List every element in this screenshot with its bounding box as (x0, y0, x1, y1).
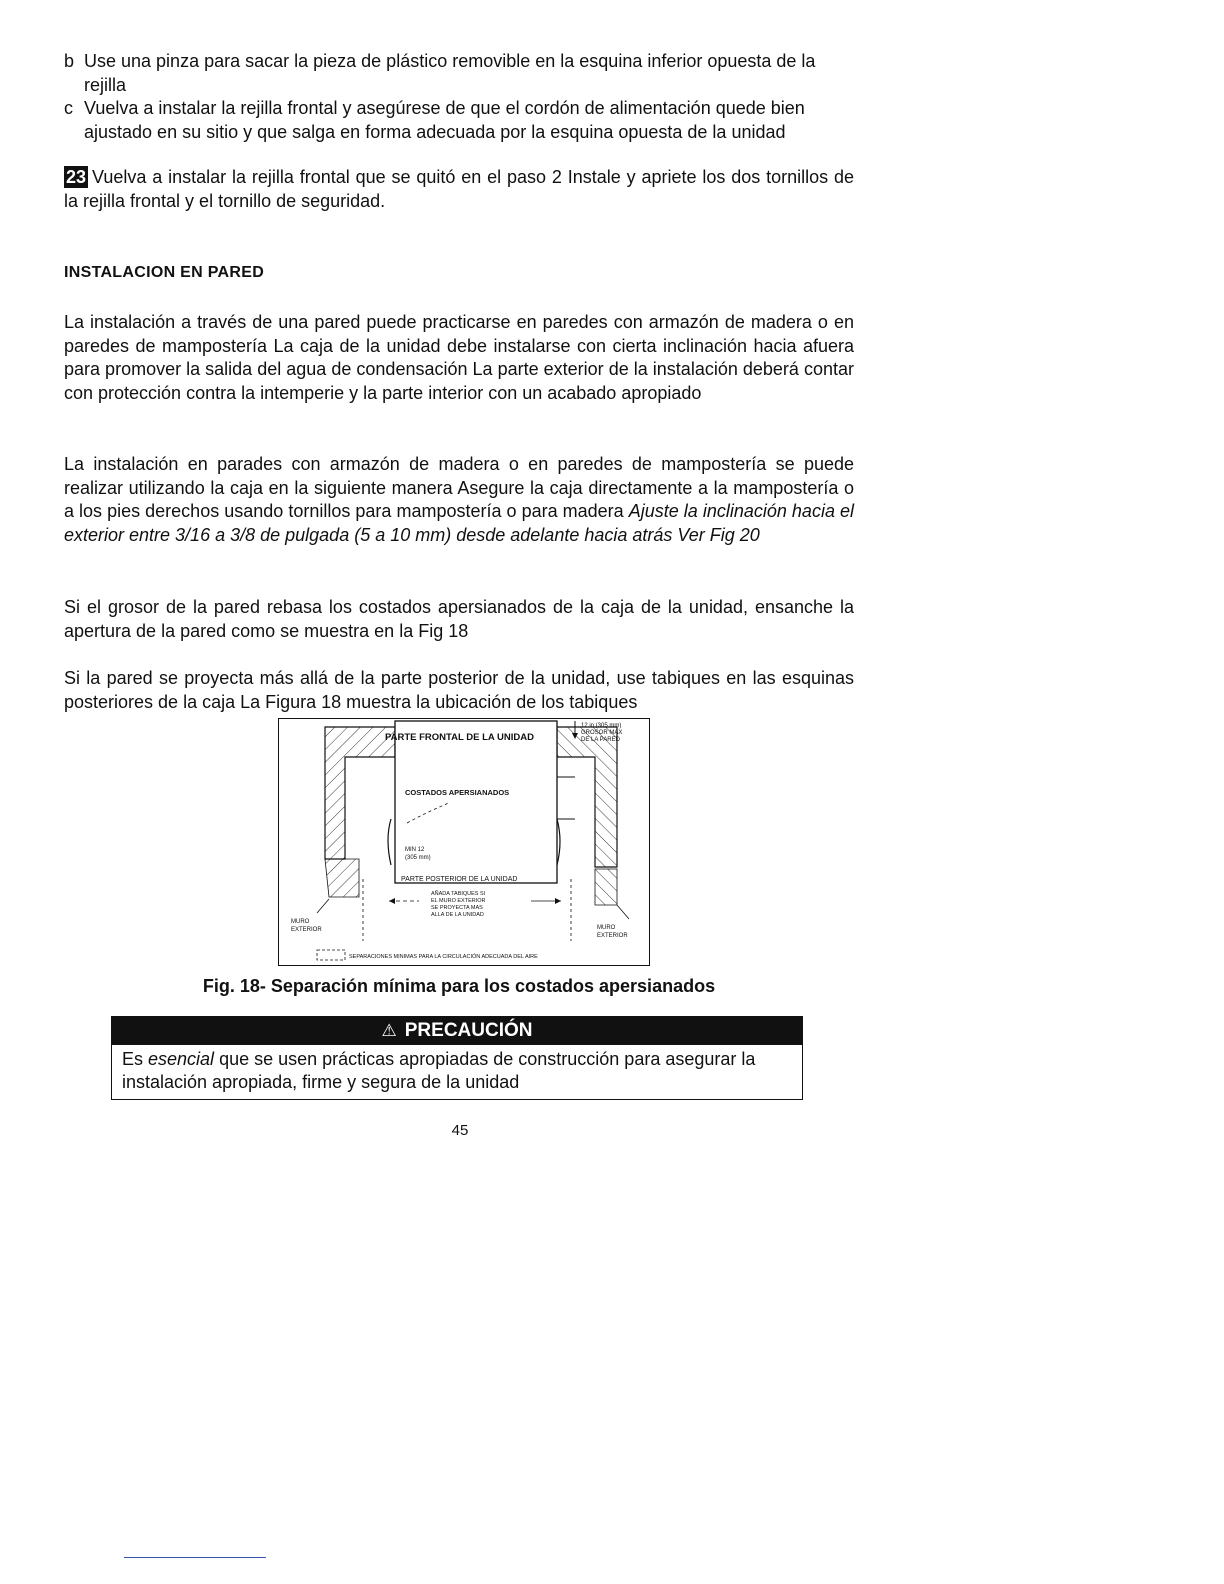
step-23 (64, 166, 854, 213)
paragraph-2-italic: Ajuste la inclinación hacia el exterior entre 3/16 a 3/8 de pulgada (5 a 10 mm) desde adelante hacia atrás Ver Fig 20 (64, 501, 854, 545)
list-item-c (64, 97, 854, 144)
thickness-label-3: DE LA PARED (581, 737, 620, 743)
caution-box (111, 1016, 803, 1100)
list-marker: c (64, 98, 73, 118)
baffle-label-4: ALLA DE LA UNIDAD (431, 912, 484, 918)
paragraph-2-text: La instalación en parades con armazón de madera o en paredes de mampostería se puede realizar utilizando la caja en la siguiente manera Asegure la caja directamente a la mampostería o a los pies derechos usando tornillos para mampostería o para madera (64, 454, 854, 521)
figure-18 (278, 718, 650, 966)
legend-swatch (317, 950, 345, 960)
louvers-label: COSTADOS APERSIANADOS (405, 788, 510, 797)
list-item-text: Vuelva a instalar la rejilla frontal y asegúrese de que el cordón de alimentación quede bien ajustado en su sitio y que salga en forma adecuada por la esquina opuesta de la unidad (84, 98, 805, 142)
min-label-2: (305 mm) (405, 855, 431, 861)
footnote-rule (124, 1557, 266, 1558)
warning-triangle-icon: ⚠ (381, 1021, 397, 1040)
list-item-b (64, 50, 854, 97)
left-baffle (325, 859, 359, 897)
caution-text-before: Es (122, 1049, 149, 1069)
step-text: Vuelva a instalar la rejilla frontal que se quitó en el paso 2 Instale y apriete los dos tornillos de la rejilla frontal y el tornillo de seguridad. (64, 167, 854, 211)
right-wall (557, 727, 617, 867)
page-number: 45 (451, 1122, 469, 1139)
thickness-label-1: 12 in (305 mm) (581, 723, 622, 729)
section-heading: INSTALACION EN PARED (64, 264, 265, 281)
list-marker: b (64, 51, 75, 71)
caution-text-after: que se usen prácticas apropiadas de construcción para asegurar la instalación apropiada, firme y segura de la unidad (122, 1049, 756, 1092)
caution-body (112, 1045, 802, 1094)
wall-right-label-1: MURO (597, 925, 616, 931)
paragraph-2 (64, 453, 854, 547)
wall-left-label-2: EXTERIOR (291, 927, 322, 933)
left-wall (325, 727, 395, 859)
right-baffle (595, 869, 617, 905)
baffle-label-3: SE PROYECTA MAS (431, 905, 483, 911)
paragraph-3: Si el grosor de la pared rebasa los costados apersianados de la caja de la unidad, ensanche la apertura de la pared como se muestra en la Fig 18 (64, 597, 854, 641)
thickness-label-2: GROSOR MAX (581, 730, 623, 736)
baffle-label-1: AÑADA TABIQUES SI (431, 891, 486, 897)
step-number-badge: 23 (66, 167, 87, 187)
paragraph-1: La instalación a través de una pared puede practicarse en paredes con armazón de madera o en paredes de mampostería La caja de la unidad debe instalarse con cierta inclinación hacia afuera para promover la salida del agua de condensación La parte exterior de la instalación deberá contar con protección contra la intemperie y la parte interior con un acabado apropiado (64, 312, 854, 403)
min-label-1: MIN 12 (405, 847, 425, 853)
paragraph-4: Si la pared se proyecta más allá de la parte posterior de la unidad, use tabiques en las esquinas posteriores de la caja La Figura 18 muestra la ubicación de los tabiques (64, 668, 854, 712)
wall-left-label-1: MURO (291, 919, 310, 925)
front-label: PARTE FRONTAL DE LA UNIDAD (385, 732, 535, 743)
baffle-label-2: EL MURO EXTERIOR (431, 898, 486, 904)
legend-text: SEPARACIONES MINIMAS PARA LA CIRCULACIÓN ADECUADA DEL AIRE (349, 954, 538, 960)
caution-title: PRECAUCIÓN (404, 1020, 533, 1041)
rear-label: PARTE POSTERIOR DE LA UNIDAD (401, 876, 518, 883)
figure-18-diagram (279, 719, 651, 967)
figure-caption: Fig. 18- Separación mínima para los costados apersianados (202, 976, 716, 996)
caution-header (112, 1017, 802, 1045)
caution-italic-word: esencial (148, 1049, 215, 1069)
wall-right-label-2: EXTERIOR (597, 933, 628, 939)
list-item-text: Use una pinza para sacar la pieza de plástico removible en la esquina inferior opuesta de la rejilla (84, 51, 816, 95)
